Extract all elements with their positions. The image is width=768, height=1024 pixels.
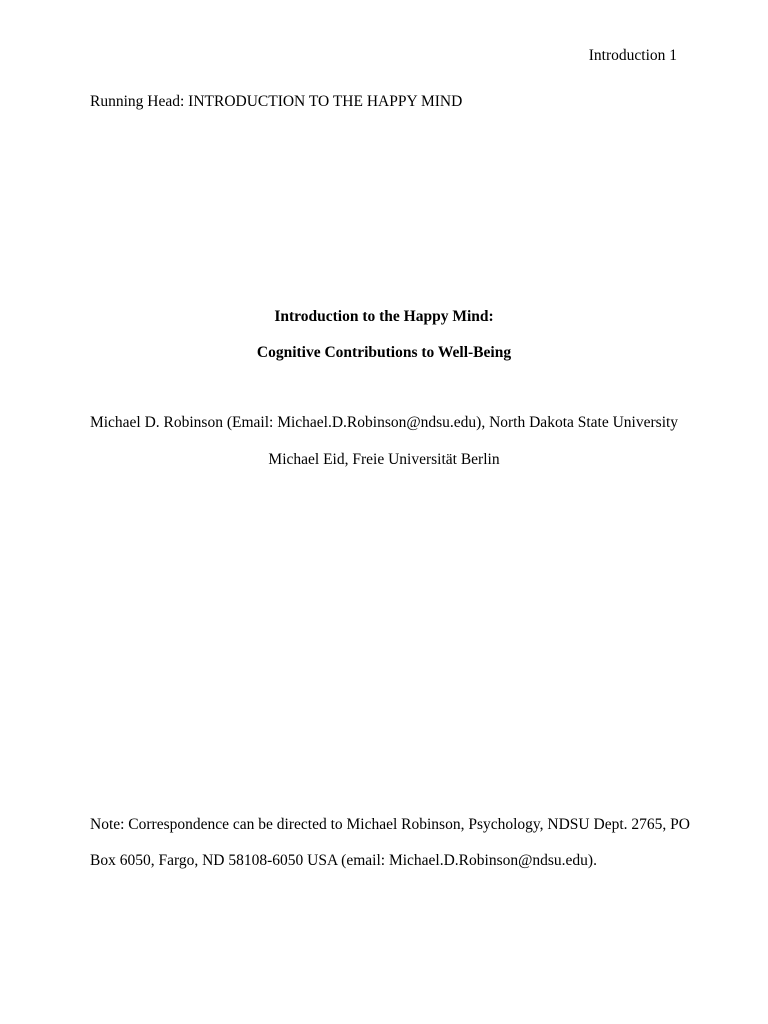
paper-subtitle: Cognitive Contributions to Well-Being [256,344,512,361]
page-header: Introduction 1 [588,47,677,64]
running-head: Running Head: INTRODUCTION TO THE HAPPY MIND [90,93,463,110]
paper-title: Introduction to the Happy Mind: [274,308,494,325]
note-line: Box 6050, Fargo, ND 58108-6050 USA (email: Michael.D.Robinson@ndsu.edu). [90,852,597,869]
author-affiliation: Michael D. Robinson (Email: Michael.D.Robinson@ndsu.edu), North Dakota State University [89,414,679,431]
note-line: Note: Correspondence can be directed to Michael Robinson, Psychology, NDSU Dept. 2765, PO [90,816,690,833]
correspondence-note [90,807,690,879]
author-affiliation: Michael Eid, Freie Universität Berlin [268,451,500,468]
